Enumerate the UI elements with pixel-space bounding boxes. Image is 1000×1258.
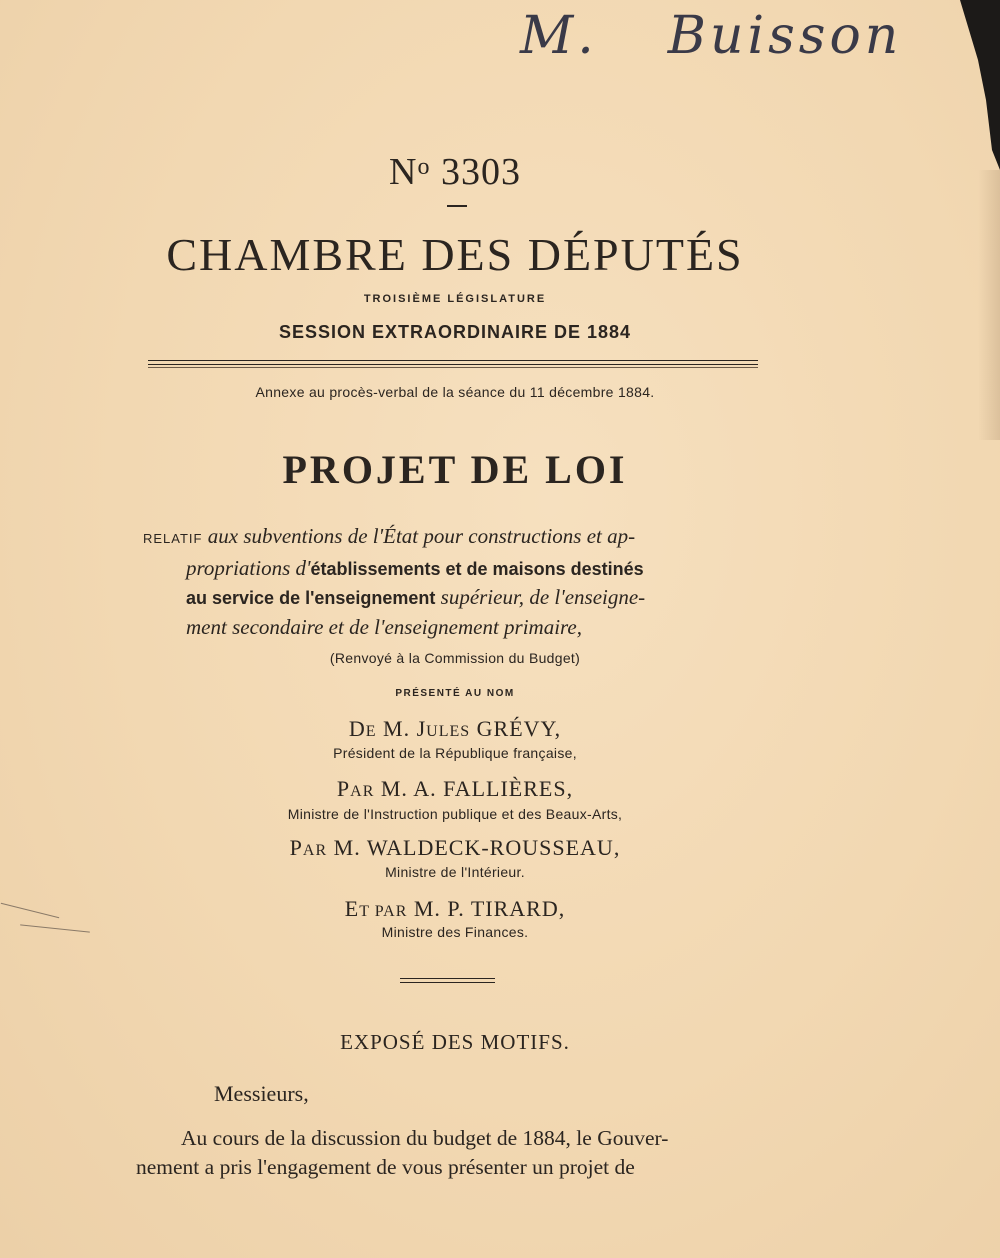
- double-rule: [148, 360, 758, 365]
- legislature-label: TROISIÈME LÉGISLATURE: [363, 293, 547, 305]
- presenter-name-2: PAR M. A. FALLIÈRES,: [336, 776, 574, 801]
- presenter-name-3: PAR M. WALDECK-ROUSSEAU,: [289, 835, 621, 860]
- body-line-2: nement a pris l'engagement de vous présenter un projet de: [136, 1155, 635, 1179]
- body-paragraph: [136, 1124, 776, 1182]
- session-label: SESSION EXTRAORDINAIRE DE 1884: [278, 322, 632, 342]
- presenter-role-1: Président de la République française,: [333, 745, 577, 761]
- presenter-role-4: Ministre des Finances.: [381, 924, 529, 940]
- subject-line-2: propriations d'établissements et de maisons destinés: [186, 555, 644, 580]
- presenter-role-3: Ministre de l'Intérieur.: [385, 864, 525, 880]
- thin-rule: [148, 367, 758, 368]
- handwritten-signature: [520, 6, 902, 66]
- handwritten-m: M.: [520, 6, 598, 66]
- presenter-role-2: Ministre de l'Instruction publique et des Beaux-Arts,: [287, 806, 623, 822]
- torn-corner-shadow: [960, 0, 1000, 170]
- section-heading: EXPOSÉ DES MOTIFS.: [340, 1030, 570, 1054]
- subject-line-4: ment secondaire et de l'enseignement primaire,: [186, 614, 582, 639]
- subject-line-1: RELATIF aux subventions de l'État pour constructions et ap-: [143, 524, 636, 548]
- divider-dash: [447, 205, 467, 207]
- page-edge-shadow: [978, 170, 1000, 440]
- bill-subject: [143, 522, 783, 641]
- presenter-name-4: ET PAR M. P. TIRARD,: [344, 896, 566, 921]
- referral-note: (Renvoyé à la Commission du Budget): [329, 650, 581, 666]
- annexe-line: Annexe au procès-verbal de la séance du 11 décembre 1884.: [255, 384, 655, 400]
- section-rule: [400, 978, 495, 983]
- chamber-title: CHAMBRE DES DÉPUTÉS: [166, 229, 744, 280]
- document-number: $N^o$ 3303: [389, 151, 521, 193]
- document-title: PROJET DE LOI: [282, 447, 628, 492]
- presenter-name-1: DE M. JULES GRÉVY,: [348, 716, 562, 741]
- body-line-1: Au cours de la discussion du budget de 1884, le Gouver-: [181, 1126, 669, 1150]
- handwritten-name: Buisson: [667, 6, 903, 66]
- subject-line-3: au service de l'enseignement supérieur, de l'enseigne-: [186, 585, 646, 609]
- salutation: Messieurs,: [214, 1081, 309, 1106]
- presented-label: PRÉSENTÉ AU NOM: [395, 688, 515, 699]
